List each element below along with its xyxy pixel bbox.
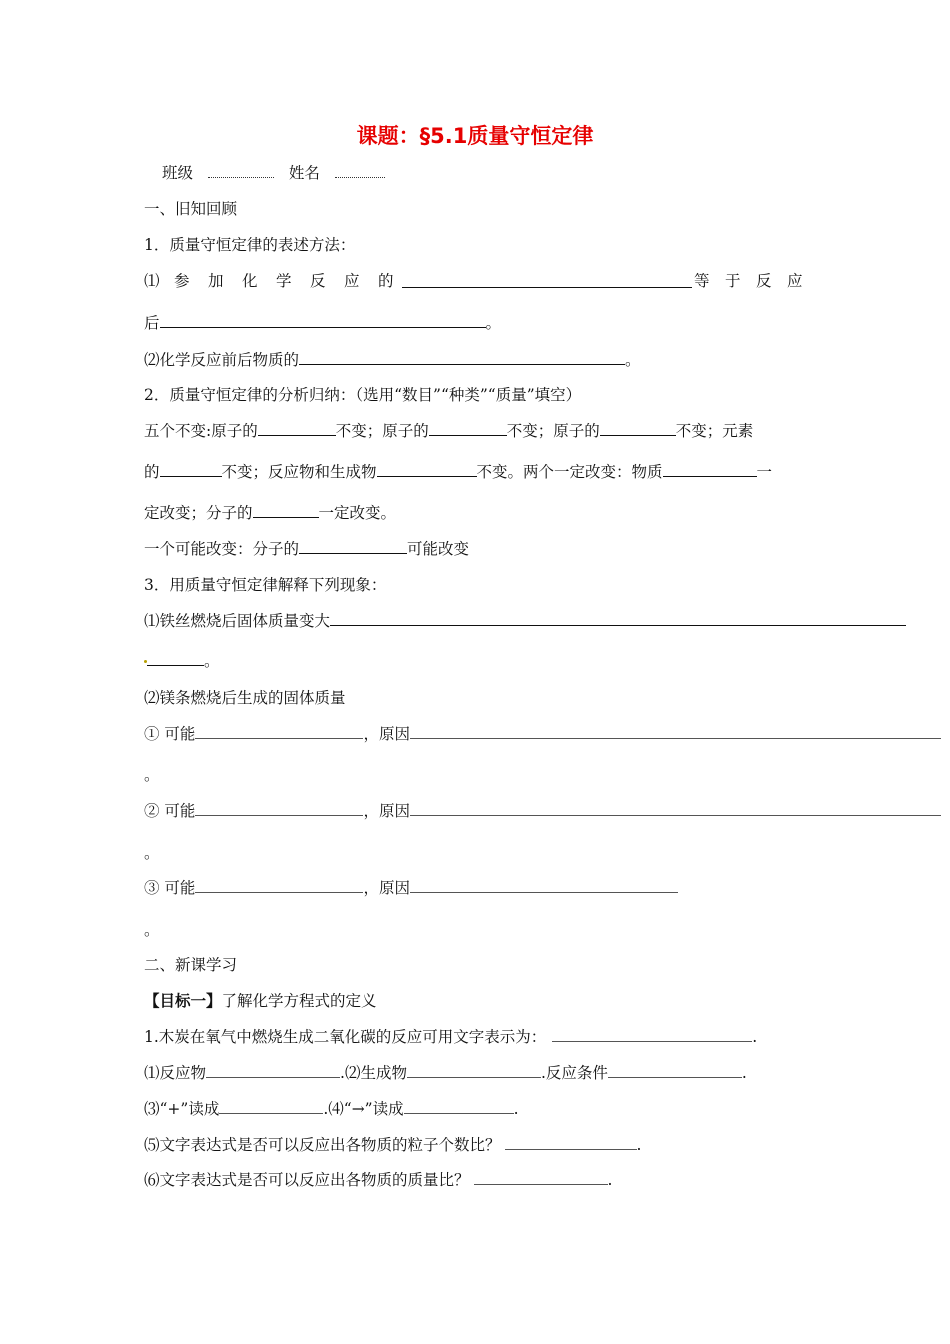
q3-1-blank-2[interactable]	[147, 651, 204, 666]
char: 于	[725, 272, 741, 290]
class-blank[interactable]	[208, 163, 274, 178]
q2-blank-8[interactable]	[299, 539, 407, 554]
name-label: 姓名	[288, 164, 320, 182]
text: ⑴铁丝燃烧后固体质量变大	[144, 612, 331, 630]
plus-reading-blank[interactable]	[219, 1099, 323, 1114]
text: .	[636, 1136, 642, 1154]
char: 学	[276, 272, 292, 290]
new-q2	[144, 1063, 747, 1083]
text: 的	[144, 463, 160, 481]
q2-line-4	[144, 539, 469, 559]
text: ③ 可能	[144, 879, 196, 897]
q2-blank-6[interactable]	[663, 462, 757, 477]
q2-line-1	[144, 421, 753, 441]
text: 一定改变。	[318, 504, 397, 522]
class-label: 班级	[162, 164, 194, 182]
text: ⑵化学反应前后物质的	[144, 351, 300, 369]
q3-1	[144, 611, 906, 631]
text: ⑸文字表达式是否可以反应出各物质的粒子个数比？	[144, 1136, 501, 1154]
new-q6	[144, 1170, 612, 1190]
text: 不变；元素	[675, 422, 754, 440]
q2-line-2	[144, 462, 772, 482]
char: 化	[242, 272, 258, 290]
name-blank[interactable]	[335, 163, 385, 178]
product-blank[interactable]	[407, 1063, 541, 1078]
new-q6-blank[interactable]	[474, 1170, 608, 1185]
q3-1-blank[interactable]	[330, 611, 906, 626]
q3-2: ⑵镁条燃烧后生成的固体质量	[144, 689, 346, 707]
new-q1-blank[interactable]	[552, 1027, 752, 1042]
q1-1-right	[694, 271, 807, 291]
period: 。	[144, 766, 160, 784]
char: 应	[344, 272, 360, 290]
condition-blank[interactable]	[608, 1063, 742, 1078]
text: ⑴反应物	[144, 1064, 207, 1082]
option-2-reason-blank[interactable]	[410, 801, 941, 816]
option-1-reason-blank[interactable]	[410, 724, 941, 739]
char: 参	[174, 272, 190, 290]
goal-1-text: 了解化学方程式的定义	[221, 992, 377, 1010]
char: ⑴	[144, 272, 160, 290]
text: 不变；原子的	[335, 422, 429, 440]
q2-blank-5[interactable]	[377, 462, 477, 477]
text: .	[752, 1028, 758, 1046]
section-heading-new: 二、新课学习	[144, 956, 238, 974]
class-name-row	[162, 163, 385, 183]
new-q3	[144, 1099, 519, 1119]
page-title: 课题：§5.1质量守恒定律	[356, 124, 594, 148]
text: 定改变；分子的	[144, 504, 253, 522]
q1-1-blank[interactable]	[402, 287, 692, 288]
question-1: 1．质量守恒定律的表述方法：	[144, 236, 356, 254]
option-2-blank[interactable]	[195, 801, 363, 816]
q1-1-continued	[144, 313, 501, 333]
question-2: 2．质量守恒定律的分析归纳：（选用“数目”“种类”“质量”填空）	[144, 386, 582, 404]
text: 不变。两个一定改变：物质	[476, 463, 663, 481]
char: 的	[378, 272, 394, 290]
text: 。	[625, 351, 641, 369]
char: 反	[310, 272, 326, 290]
option-3	[144, 878, 678, 898]
text: ① 可能	[144, 725, 196, 743]
text: .⑵生成物	[340, 1064, 407, 1082]
text: .	[607, 1171, 613, 1189]
char: 反	[756, 272, 772, 290]
goal-1	[144, 991, 377, 1011]
text: ⑹文字表达式是否可以反应出各物质的质量比？	[144, 1171, 470, 1189]
section-heading-review: 一、旧知回顾	[144, 200, 238, 218]
q2-blank-7[interactable]	[253, 503, 319, 518]
char: 等	[694, 272, 710, 290]
text: ⑶“+”读成	[144, 1100, 220, 1118]
char: 加	[208, 272, 224, 290]
text: 。	[204, 652, 220, 670]
q2-blank-1[interactable]	[258, 421, 336, 436]
text: 一	[756, 463, 773, 481]
q2-blank-2[interactable]	[429, 421, 507, 436]
q1-2-blank[interactable]	[299, 350, 625, 365]
period: 。	[144, 921, 160, 939]
q2-blank-4[interactable]	[160, 462, 222, 477]
option-1	[144, 724, 941, 744]
text: ，原因	[363, 879, 410, 897]
text: 1.木炭在氧气中燃烧生成二氧化碳的反应可用文字表示为：	[144, 1028, 547, 1046]
q1-1-left	[144, 271, 402, 291]
q1-1-blank-2[interactable]	[160, 313, 486, 328]
text: .	[513, 1100, 519, 1118]
text: 不变；原子的	[506, 422, 600, 440]
goal-1-label: 【目标一】	[144, 991, 222, 1010]
text: 。	[485, 314, 502, 332]
q2-blank-3[interactable]	[600, 421, 676, 436]
text: ，原因	[363, 802, 410, 820]
option-2	[144, 801, 941, 821]
text: 后	[144, 314, 160, 332]
option-3-reason-blank[interactable]	[410, 878, 678, 893]
option-3-blank[interactable]	[195, 878, 363, 893]
period: 。	[144, 844, 160, 862]
q3-1-continued	[147, 651, 220, 671]
text: 五个不变:原子的	[144, 422, 258, 440]
reactant-blank[interactable]	[206, 1063, 340, 1078]
text: .反应条件	[540, 1064, 608, 1082]
q1-2	[144, 350, 641, 370]
question-3: 3．用质量守恒定律解释下列现象：	[144, 576, 387, 594]
new-q5-blank[interactable]	[505, 1135, 637, 1150]
text: 一个可能改变：分子的	[144, 540, 300, 558]
q2-line-3	[144, 503, 396, 523]
new-q5	[144, 1135, 641, 1155]
new-q1	[144, 1027, 757, 1047]
option-1-blank[interactable]	[195, 724, 363, 739]
text: 不变；反应物和生成物	[221, 463, 377, 481]
text: .⑷“→”读成	[323, 1100, 404, 1118]
text: ，原因	[363, 725, 410, 743]
char: 应	[787, 272, 803, 290]
text: ② 可能	[144, 802, 196, 820]
text: 可能改变	[407, 540, 470, 558]
arrow-reading-blank[interactable]	[404, 1099, 514, 1114]
text: .	[741, 1064, 747, 1082]
